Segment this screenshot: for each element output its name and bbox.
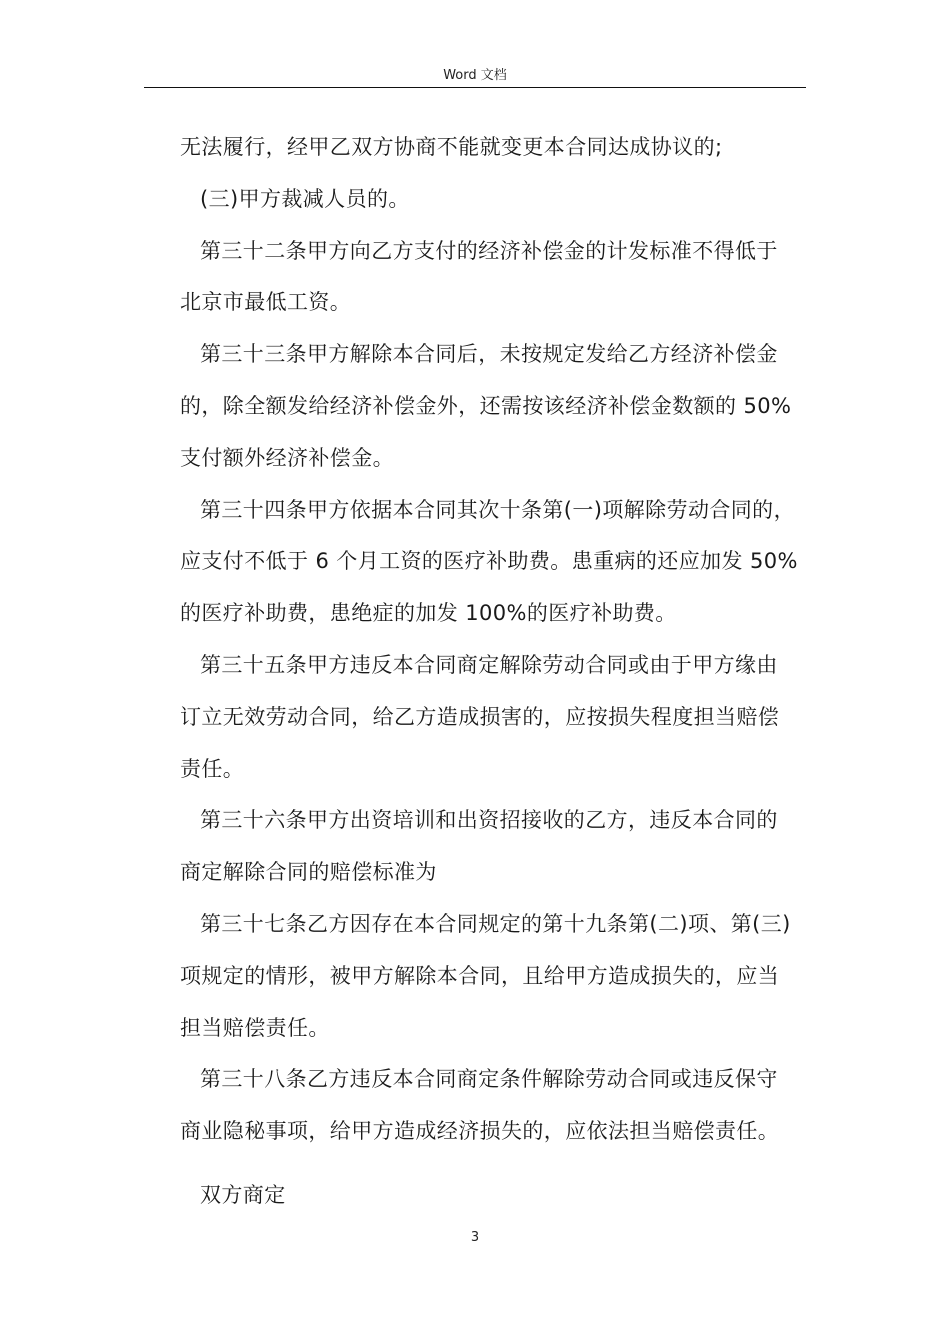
body-line: 无法履行，经甲乙双方协商不能就变更本合同达成协议的; (180, 135, 723, 159)
page-number: 3 (470, 1230, 480, 1245)
document-body (180, 122, 808, 1158)
body-line: 的，除全额发给经济补偿金外，还需按该经济补偿金数额的 50% (180, 393, 792, 418)
body-line: 北京市最低工资。 (180, 290, 352, 315)
body-line: 第三十五条甲方违反本合同商定解除劳动合同或由于甲方缘由 (200, 652, 778, 677)
body-line: 第三十二条甲方向乙方支付的经济补偿金的计发标准不得低于 (200, 238, 778, 263)
body-line: 第三十四条甲方依据本合同其次十条第(一)项解除劳动合同的， (200, 497, 795, 522)
body-line: 第三十六条甲方出资培训和出资招接收的乙方，违反本合同的 (200, 808, 778, 833)
body-line: 的医疗补助费，患绝症的加发 100%的医疗补助费。 (180, 601, 677, 626)
body-line: 商业隐秘事项，给甲方造成经济损失的，应依法担当赔偿责任。 (180, 1119, 780, 1144)
page-header: Word 文档 (443, 68, 507, 83)
body-line: 项规定的情形，被甲方解除本合同，且给甲方造成损失的，应当 (180, 963, 780, 988)
body-line: 担当赔偿责任。 (180, 1015, 330, 1040)
body-line: 第三十七条乙方因存在本合同规定的第十九条第(二)项、第(三) (200, 911, 791, 936)
body-line: 应支付不低于 6 个月工资的医疗补助费。患重病的还应加发 50% (180, 549, 798, 574)
body-line: 第三十三条甲方解除本合同后，未按规定发给乙方经济补偿金 (200, 342, 778, 367)
body-line: 订立无效劳动合同，给乙方造成损害的，应按损失程度担当赔偿 (180, 704, 780, 729)
body-line: (三)甲方裁减人员的。 (200, 186, 410, 211)
body-line: 责任。 (180, 756, 245, 781)
body-line: 商定解除合同的赔偿标准为 (180, 860, 437, 885)
header-divider (144, 87, 806, 88)
signoff-text: 双方商定 (200, 1183, 286, 1207)
body-line: 支付额外经济补偿金。 (180, 445, 394, 470)
body-line: 第三十八条乙方违反本合同商定条件解除劳动合同或违反保守 (200, 1067, 778, 1092)
